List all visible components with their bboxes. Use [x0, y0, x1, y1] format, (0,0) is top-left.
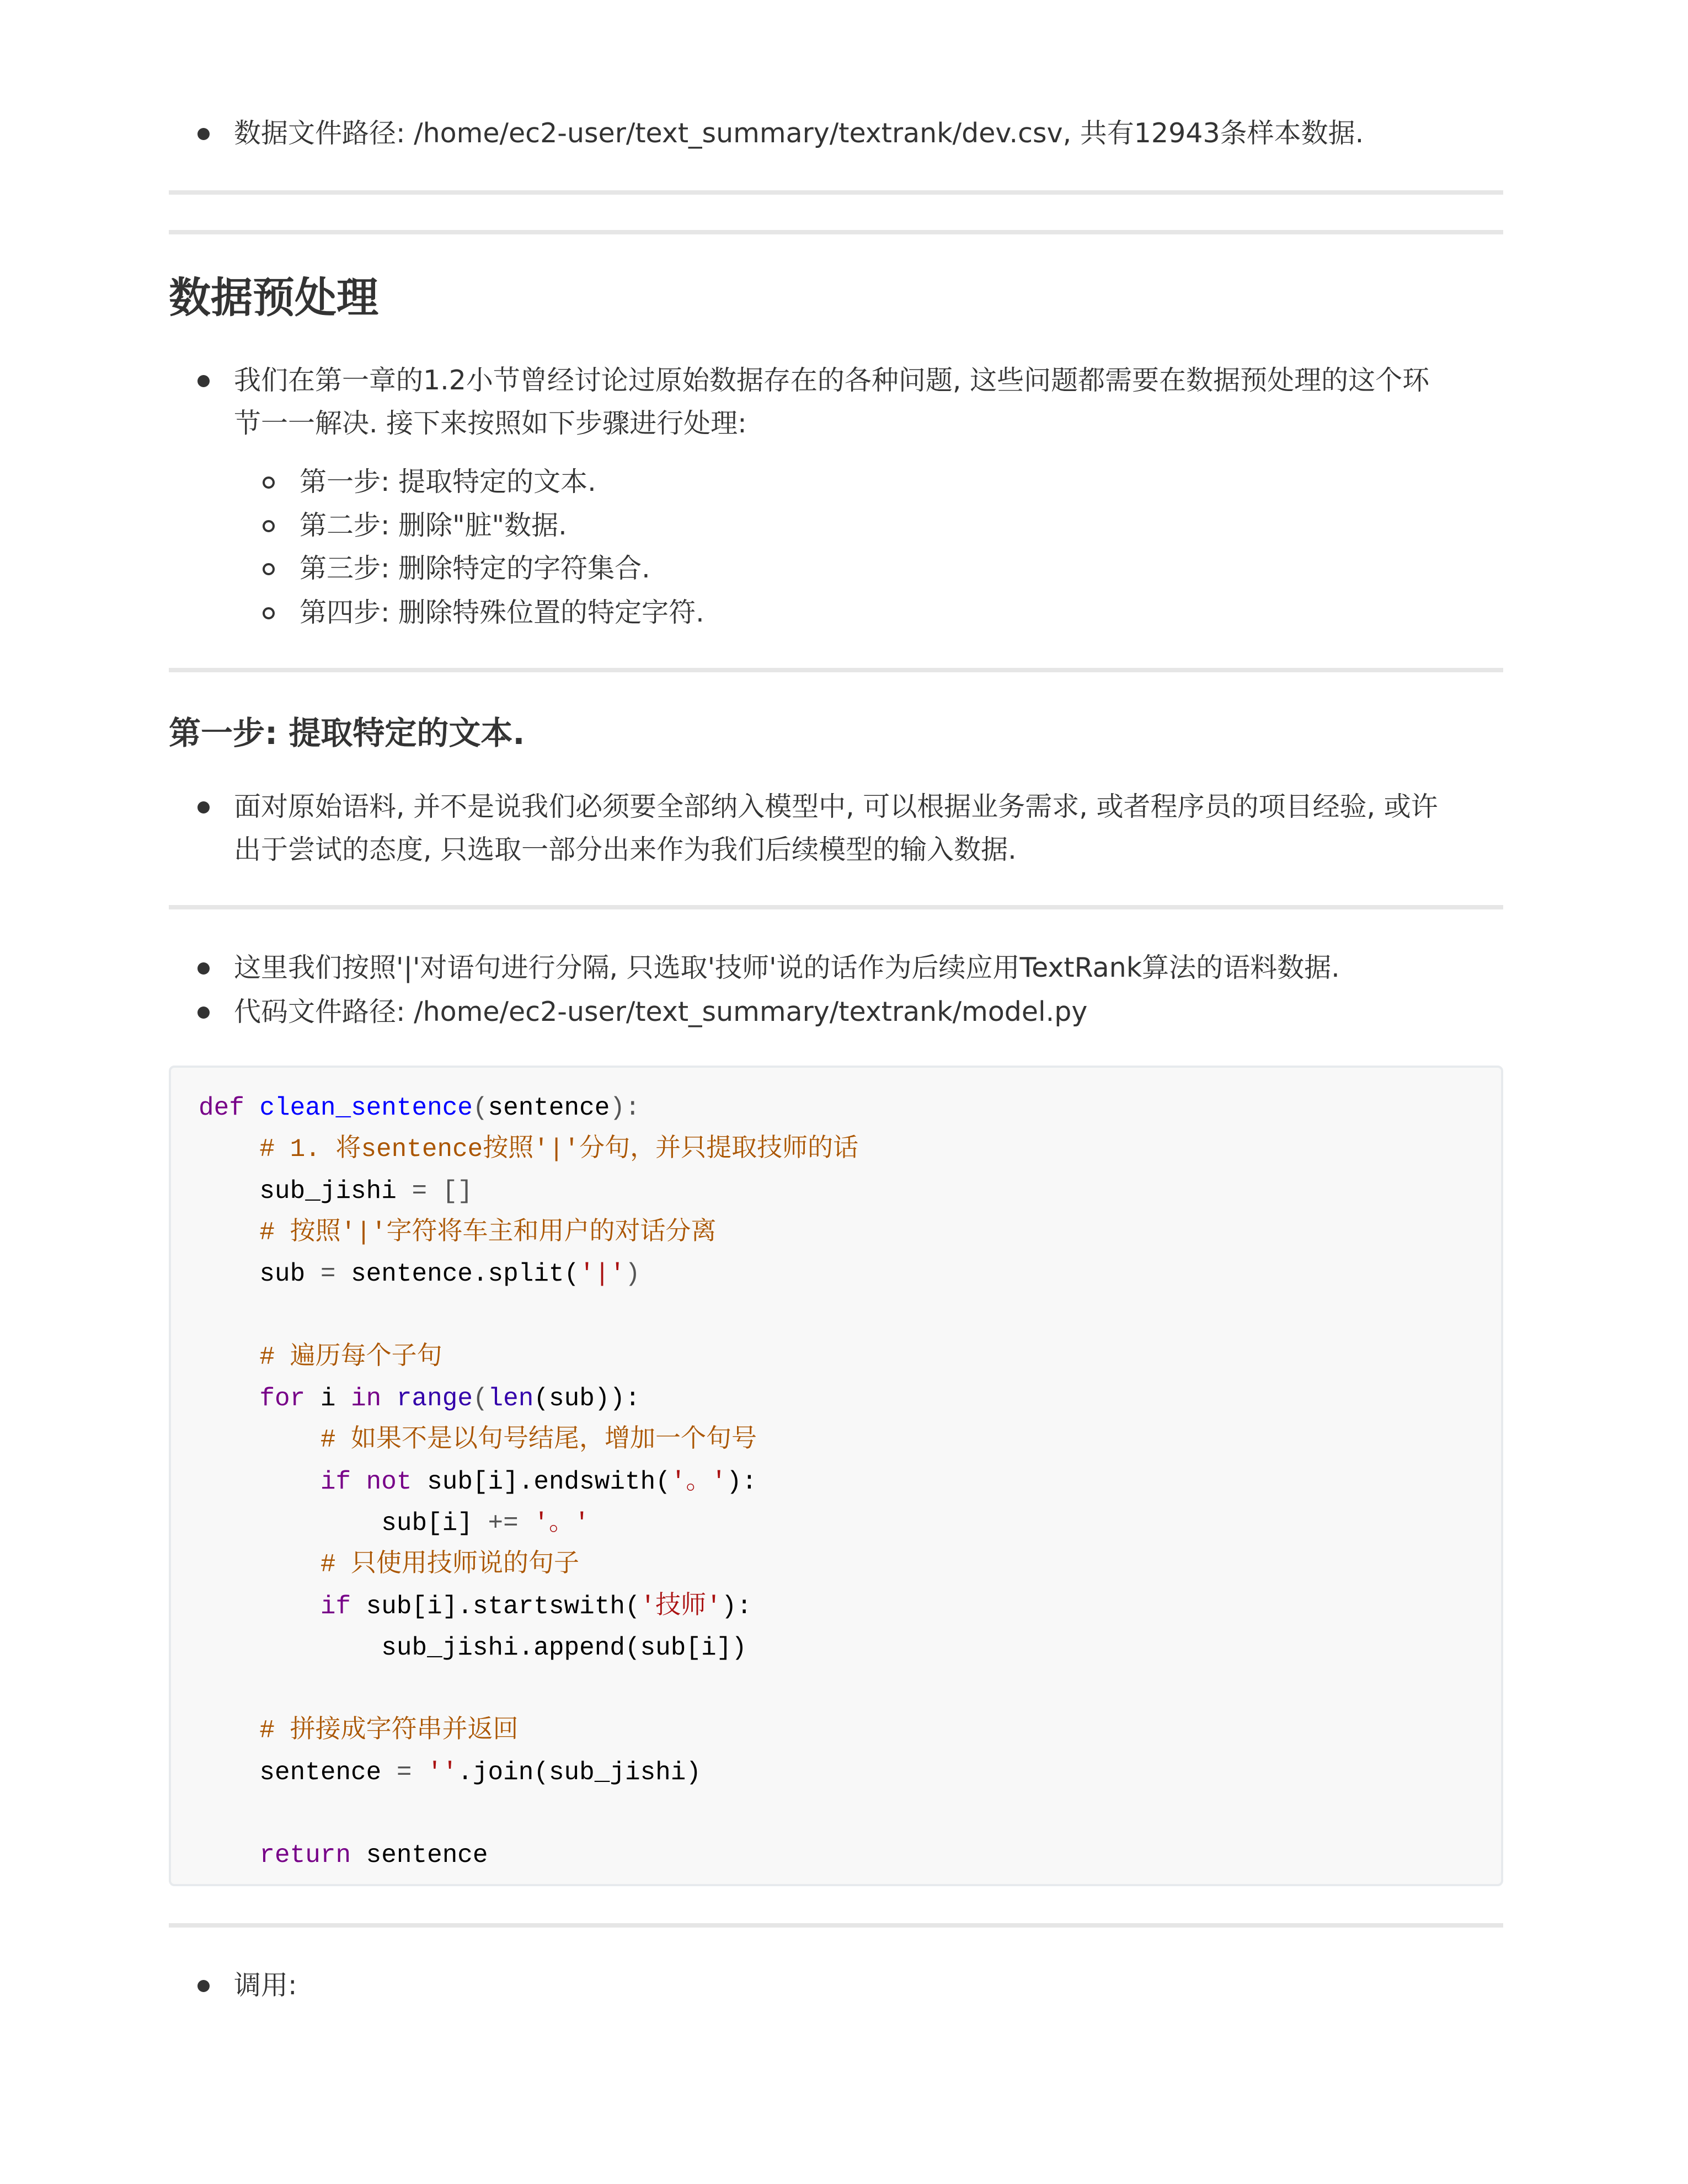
step-label: 第四步: 删除特殊位置的特定字符.	[300, 597, 704, 628]
code-keyword: not	[366, 1467, 412, 1496]
code-builtin: range	[396, 1384, 473, 1414]
code-var: i	[320, 1384, 336, 1414]
code-call: (sub)):	[533, 1384, 640, 1414]
code-keyword: for	[259, 1384, 306, 1414]
code-var: sentence	[366, 1841, 488, 1870]
code-keyword: def	[199, 1094, 244, 1122]
code-keyword: in	[351, 1384, 382, 1414]
code-var: sentence	[259, 1758, 382, 1787]
horizontal-rule	[169, 668, 1503, 672]
code-comment: # 1. 将sentence按照'|'分句，并只提取技师的话	[259, 1135, 859, 1164]
circle-bullet-icon	[263, 520, 275, 532]
step1-description-line-2: 出于尝试的态度, 只选取一部分出来作为我们后续模型的输入数据.	[234, 834, 1017, 865]
step-label: 第二步: 删除"脏"数据.	[300, 510, 567, 541]
split-rule-text: 这里我们按照'|'对语句进行分隔, 只选取'技师'说的话作为后续应用TextRank算法的语料数据.	[234, 952, 1340, 983]
code-param: sentence	[488, 1094, 610, 1122]
code-op: =	[396, 1758, 412, 1787]
bullet-dot-icon	[197, 962, 210, 975]
code-content[interactable]	[199, 1088, 858, 1877]
preprocess-overview-bullet	[169, 359, 1503, 445]
circle-bullet-icon	[263, 563, 275, 575]
code-op: =	[320, 1260, 336, 1289]
horizontal-rule	[169, 905, 1503, 909]
code-call: .join(sub_jishi)	[457, 1758, 701, 1787]
step1-description-bullet	[169, 785, 1503, 871]
code-op: +=	[488, 1508, 519, 1538]
code-call: sub_jishi.append(sub[i])	[381, 1633, 747, 1662]
code-keyword: if	[320, 1592, 351, 1621]
horizontal-rule	[169, 1923, 1503, 1928]
code-punct: (	[472, 1094, 488, 1122]
code-punct: )	[624, 1260, 640, 1289]
code-punct: []	[442, 1176, 473, 1206]
code-comment: # 拼接成字符串并返回	[259, 1716, 519, 1746]
code-builtin: len	[488, 1384, 534, 1414]
code-comment: # 遍历每个子句	[259, 1342, 442, 1372]
section-heading-preprocess: 数据预处理	[169, 273, 378, 322]
step-label: 第一步: 提取特定的文本.	[300, 466, 596, 497]
code-var: sub[i]	[381, 1508, 473, 1538]
step-label: 第三步: 删除特定的字符集合.	[300, 553, 650, 584]
code-function-name: clean_sentence	[259, 1094, 473, 1122]
horizontal-rule	[169, 190, 1503, 195]
circle-bullet-icon	[263, 477, 275, 489]
code-string: '。'	[670, 1467, 727, 1496]
code-string: '|'	[579, 1260, 625, 1289]
circle-bullet-icon	[263, 607, 275, 619]
code-string: '。'	[533, 1508, 590, 1538]
code-var: sub	[259, 1260, 306, 1289]
code-punct: ):	[727, 1467, 757, 1496]
code-call: sentence.split(	[351, 1260, 580, 1289]
code-punct: ):	[721, 1592, 752, 1621]
bullet-dot-icon	[197, 1007, 210, 1019]
code-block[interactable]	[169, 1066, 1503, 1886]
code-var: sub_jishi	[259, 1176, 397, 1206]
code-string: ''	[427, 1758, 458, 1787]
step1-description-line-1: 面对原始语料, 并不是说我们必须要全部纳入模型中, 可以根据业务需求, 或者程序员的项目经验, 或许	[234, 791, 1438, 822]
code-comment: # 按照'|'字符将车主和用户的对话分离	[259, 1218, 717, 1247]
horizontal-rule	[169, 230, 1503, 234]
code-call: sub[i].startswith(	[366, 1592, 640, 1621]
preprocess-overview-line-2: 节一一解决. 接下来按照如下步骤进行处理:	[234, 408, 747, 439]
bullet-dot-icon	[197, 801, 210, 813]
subsection-heading-step1: 第一步: 提取特定的文本.	[169, 714, 525, 752]
code-comment: # 如果不是以句号结尾，增加一个句号	[320, 1426, 757, 1455]
code-punct: (	[472, 1384, 488, 1414]
code-op: =	[412, 1176, 428, 1206]
call-text: 调用:	[234, 1969, 297, 2001]
code-keyword: return	[259, 1841, 351, 1870]
code-comment: # 只使用技师说的句子	[320, 1550, 580, 1580]
code-path-text: 代码文件路径: /home/ec2-user/text_summary/textrank/model.py	[234, 996, 1088, 1027]
bullet-dot-icon	[197, 1980, 210, 1992]
bullet-dot-icon	[197, 375, 210, 387]
code-string: '技师'	[640, 1592, 722, 1621]
code-keyword: if	[320, 1467, 351, 1496]
preprocess-overview-line-1: 我们在第一章的1.2小节曾经讨论过原始数据存在的各种问题, 这些问题都需要在数据预处理的这个环	[234, 365, 1430, 396]
code-call: sub[i].endswith(	[427, 1467, 671, 1496]
data-path-text: 数据文件路径: /home/ec2-user/text_summary/textrank/dev.csv, 共有12943条样本数据.	[234, 117, 1364, 149]
code-punct: ):	[610, 1094, 640, 1122]
bullet-dot-icon	[197, 128, 210, 140]
